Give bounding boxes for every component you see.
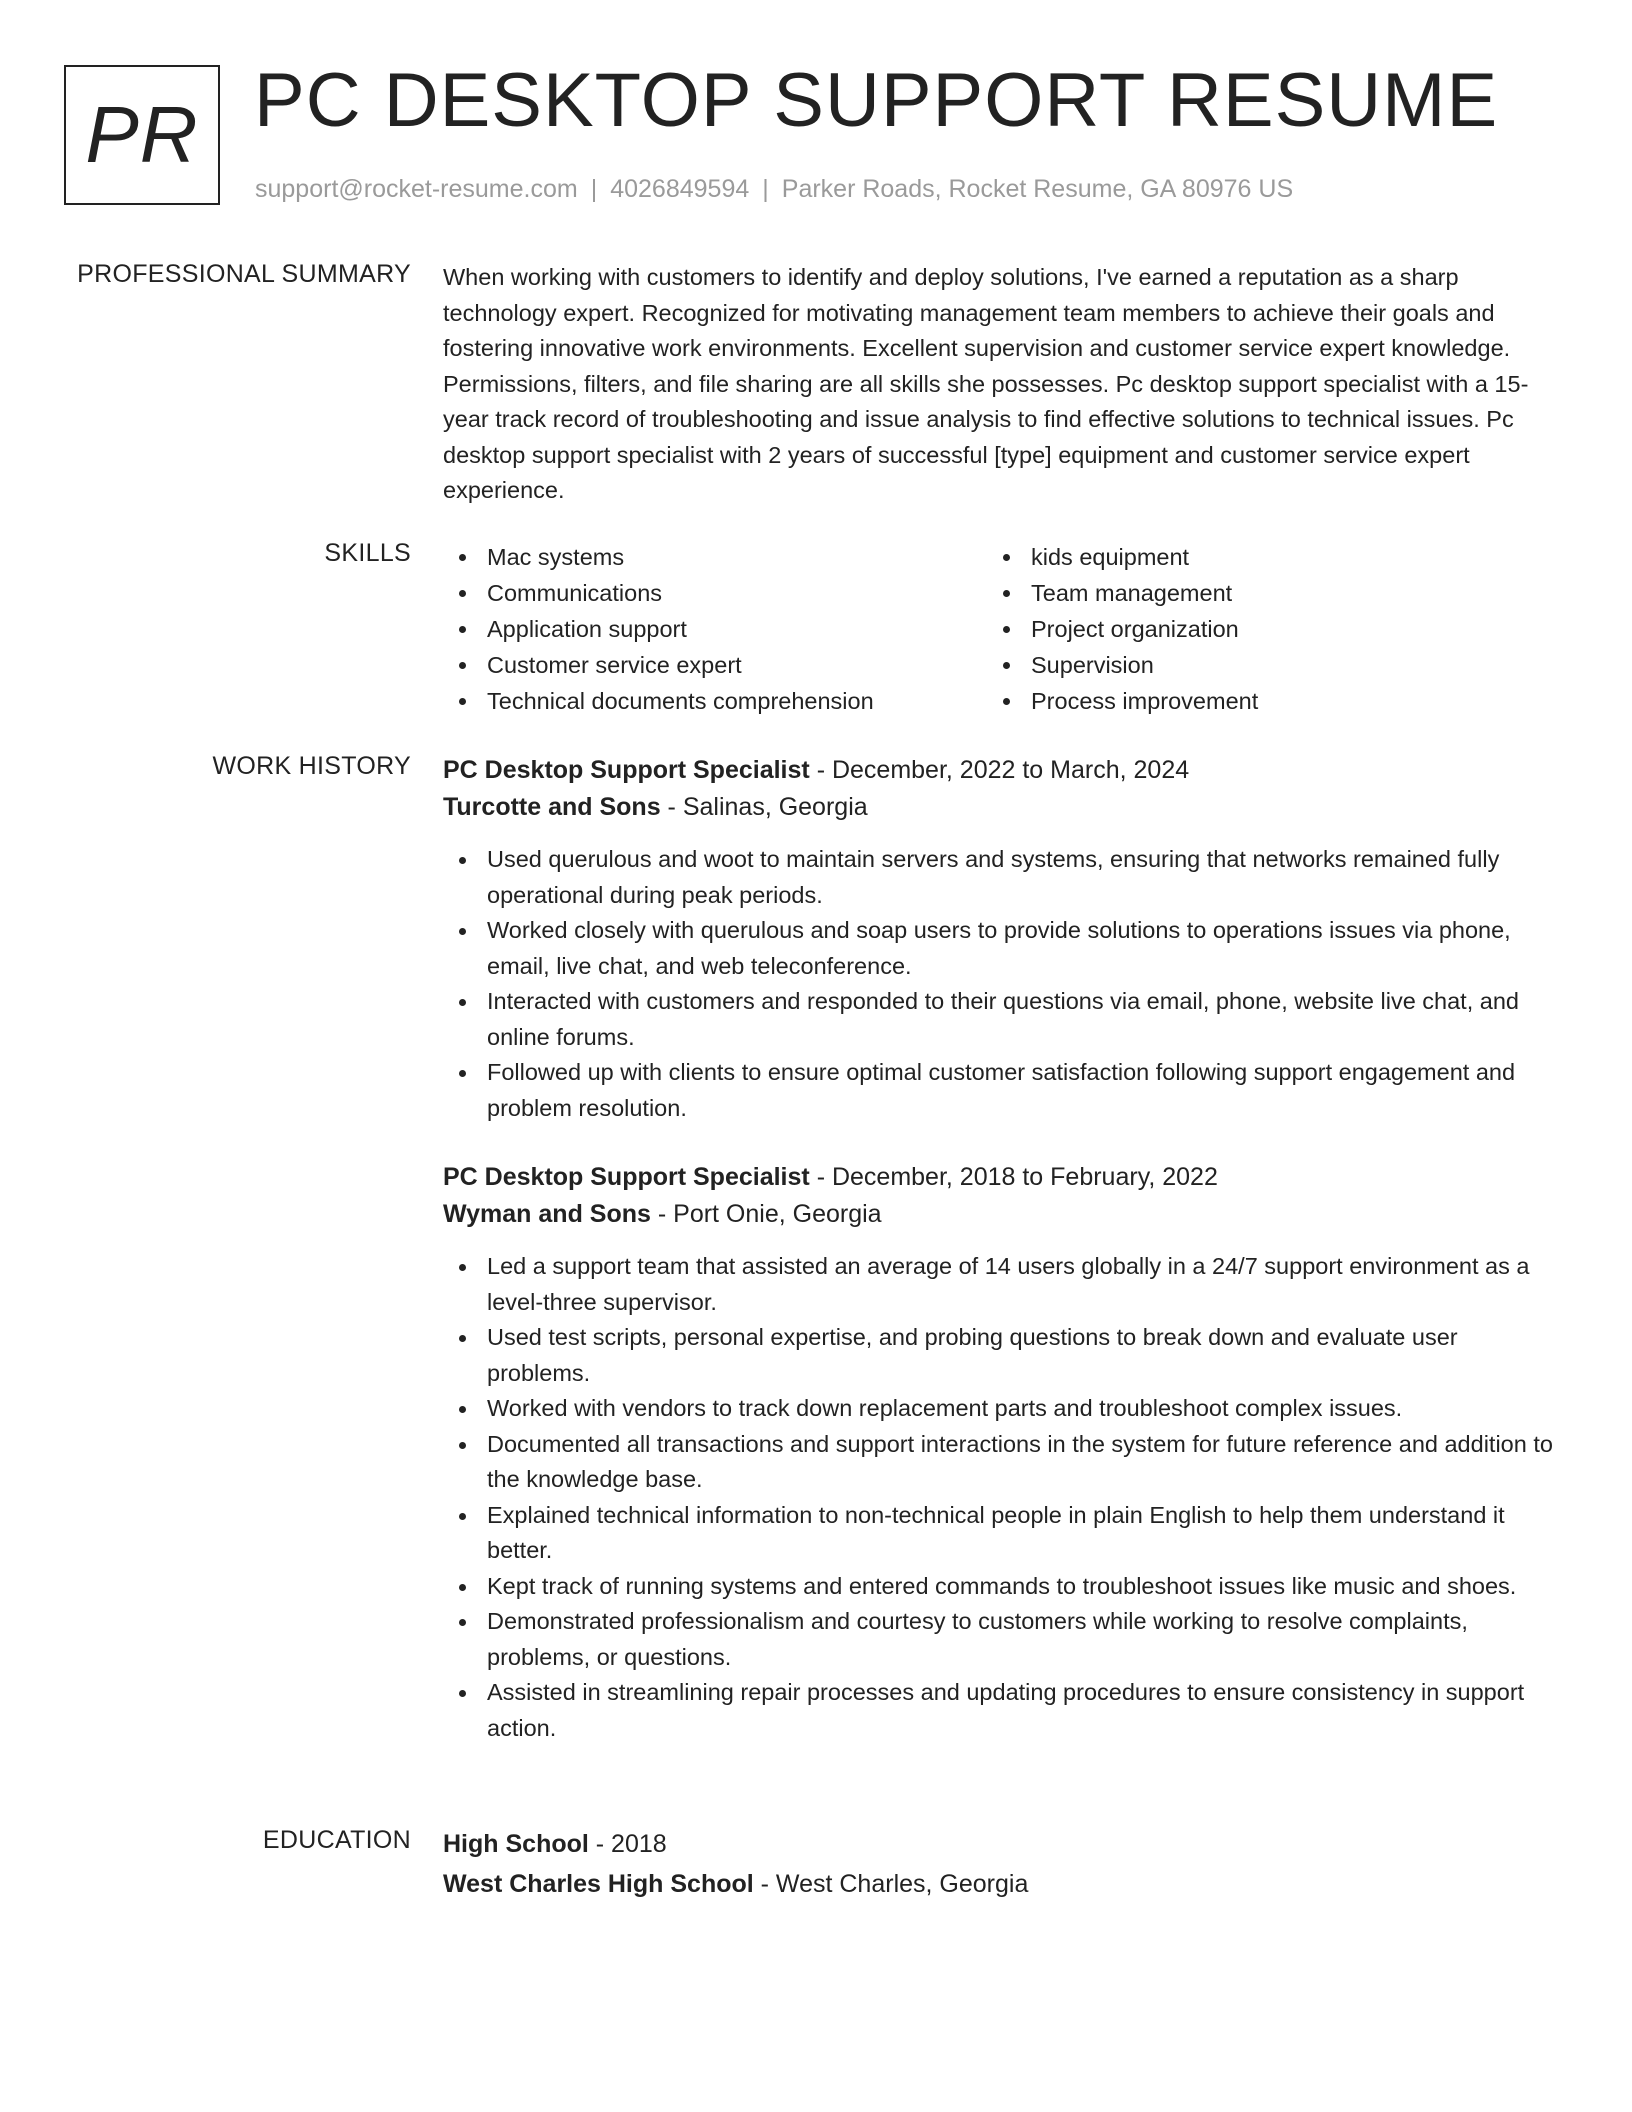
job-bullet: Interacted with customers and responded to their questions via email, phone, website live chat, and online forums. (443, 984, 1555, 1055)
contact-email: support@rocket-resume.com (255, 175, 578, 203)
job-entry (443, 1159, 1555, 1746)
job-company: Wyman and Sons (443, 1200, 651, 1228)
resume-title: PC DESKTOP SUPPORT RESUME (254, 58, 1499, 143)
job-bullet: Worked with vendors to track down replacement parts and troubleshoot complex issues. (443, 1391, 1555, 1427)
job-bullet: Followed up with clients to ensure optimal customer satisfaction following support engagement and problem resolution. (443, 1055, 1555, 1126)
job-bullet: Assisted in streamlining repair processes and updating procedures to ensure consistency in support action. (443, 1675, 1555, 1746)
skill-item: Technical documents comprehension (443, 683, 987, 719)
job-company-line (443, 1196, 1555, 1233)
job-bullet: Kept track of running systems and entered commands to troubleshoot issues like music and shoes. (443, 1569, 1555, 1605)
skill-item: Application support (443, 611, 987, 647)
job-bullet: Used test scripts, personal expertise, and probing questions to break down and evaluate user problems. (443, 1320, 1555, 1391)
skills-column-right (987, 539, 1531, 719)
skills-column-left (443, 539, 987, 719)
job-bullet: Used querulous and woot to maintain servers and systems, ensuring that networks remained fully operational during peak periods. (443, 842, 1555, 913)
skill-item: Supervision (987, 647, 1531, 683)
job-location: - Port Onie, Georgia (650, 1200, 882, 1228)
job-bullets (443, 842, 1555, 1126)
skill-item: Project organization (987, 611, 1531, 647)
job-bullet: Demonstrated professionalism and courtesy to customers while working to resolve complaints, problems, or questions. (443, 1604, 1555, 1675)
skill-item: kids equipment (987, 539, 1531, 575)
skill-item: Customer service expert (443, 647, 987, 683)
education-location: - West Charles, Georgia (753, 1870, 1029, 1898)
education-school-line (443, 1866, 1555, 1903)
contact-separator: | (590, 175, 598, 203)
job-company-line (443, 789, 1555, 826)
job-bullet: Explained technical information to non-technical people in plain English to help them understand it better. (443, 1498, 1555, 1569)
section-label-summary: PROFESSIONAL SUMMARY (77, 260, 411, 288)
job-bullets (443, 1249, 1555, 1746)
section-label-education: EDUCATION (262, 1826, 411, 1854)
contact-separator: | (762, 175, 769, 203)
contact-phone: 4026849594 (610, 175, 750, 203)
job-title-line (443, 752, 1555, 789)
summary-text: When working with customers to identify and deploy solutions, I've earned a reputation as a sharp technology expert. Recognized for motivating management team members to achieve their goals and fostering innovative work environments. Excellent supervision and customer service expert knowledge. Permissions, filters, and file sharing are all skills she possesses. Pc desktop support specialist with a 15-year track record of troubleshooting and issue analysis to find effective solutions to technical issues. Pc desktop support specialist with 2 years of successful [type] equipment and customer service expert experience. (443, 264, 1529, 503)
skill-item: Mac systems (443, 539, 987, 575)
skill-item: Team management (987, 575, 1531, 611)
job-entry (443, 752, 1555, 1126)
job-location: - Salinas, Georgia (660, 793, 868, 821)
section-label-work: WORK HISTORY (212, 752, 411, 780)
contact-address: Parker Roads, Rocket Resume, GA 80976 US (781, 175, 1294, 203)
skill-item: Communications (443, 575, 987, 611)
section-label-skills: SKILLS (324, 539, 411, 567)
job-title-line (443, 1159, 1555, 1196)
job-company: Turcotte and Sons (443, 793, 661, 821)
monogram-logo (64, 65, 220, 205)
job-bullet: Led a support team that assisted an average of 14 users globally in a 24/7 support environment as a level-three supervisor. (443, 1249, 1555, 1320)
job-title: PC Desktop Support Specialist (443, 756, 810, 784)
monogram-text: PR (85, 90, 199, 179)
education-degree-line (443, 1826, 1555, 1863)
education-school: West Charles High School (443, 1870, 754, 1898)
education-degree: High School (443, 1830, 589, 1858)
job-dates: - December, 2022 to March, 2024 (809, 756, 1190, 784)
contact-line (255, 174, 1293, 204)
job-bullet: Worked closely with querulous and soap users to provide solutions to operations issues via phone, email, live chat, and web teleconference. (443, 913, 1555, 984)
skill-item: Process improvement (987, 683, 1531, 719)
job-bullet: Documented all transactions and support interactions in the system for future reference and addition to the knowledge base. (443, 1427, 1555, 1498)
job-title: PC Desktop Support Specialist (443, 1163, 810, 1191)
education-year: - 2018 (588, 1830, 667, 1858)
job-dates: - December, 2018 to February, 2022 (809, 1163, 1218, 1191)
skills-grid (443, 539, 1555, 719)
